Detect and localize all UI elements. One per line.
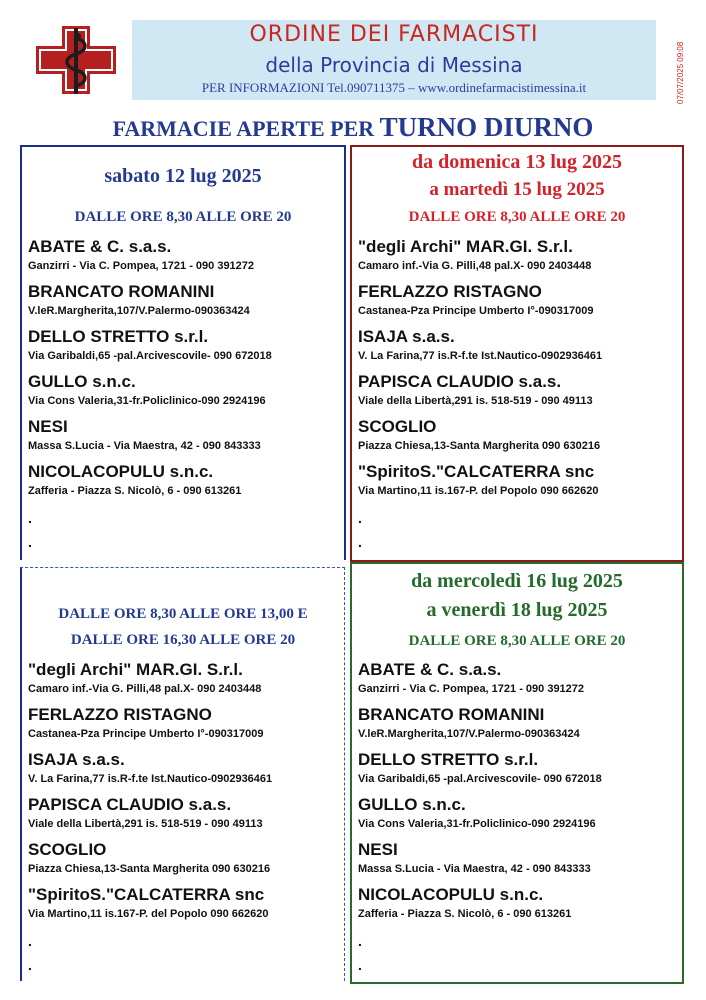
pharmacy-name: NICOLACOPULU s.n.c. (358, 885, 544, 904)
pharmacy-address: Via Cons Valeria,31-fr.Policlinico-090 2924196 (358, 818, 596, 830)
panel-hours: DALLE ORE 8,30 ALLE ORE 20 (408, 209, 626, 225)
pharmacy-list (28, 659, 340, 977)
panel-date-start: da mercoledì 16 lug 2025 (411, 570, 623, 592)
pharmacy-address: Via Garibaldi,65 -pal.Arcivescovile- 090 672018 (358, 773, 602, 785)
pharmacy-address: Camaro inf.-Via G. Pilli,48 pal.X- 090 2403448 (28, 683, 262, 695)
panel-wed-fri (350, 562, 684, 984)
pharmacy-name: NESI (358, 840, 398, 859)
panel-sun-tue (350, 145, 684, 562)
pharmacy-list (358, 659, 678, 977)
pharmacy-entry (28, 461, 340, 506)
pharmacy-address: V. La Farina,77 is.R-f.te Ist.Nautico-0902936461 (358, 350, 603, 362)
pharmacy-address: Viale della Libertà,291 is. 518-519 - 090 49113 (358, 395, 593, 407)
pharmacy-address: V.leR.Margherita,107/V.Palermo-090363424 (358, 728, 580, 740)
panel-hours: DALLE ORE 8,30 ALLE ORE 20 (408, 633, 626, 649)
empty-slot: . (28, 534, 32, 550)
panel-date: sabato 12 lug 2025 (104, 165, 262, 187)
pharmacy-name: "degli Archi" MAR.GI. S.r.l. (28, 660, 243, 679)
pharmacy-address: Ganzirri - Via C. Pompea, 1721 - 090 391272 (358, 683, 585, 695)
panel-hours-morning: DALLE ORE 8,30 ALLE ORE 13,00 E (58, 606, 308, 622)
pharmacy-entry (358, 749, 678, 794)
pharmacy-address: Camaro inf.-Via G. Pilli,48 pal.X- 090 2403448 (358, 260, 592, 272)
pharmacy-address: Via Cons Valeria,31-fr.Policlinico-090 2924196 (28, 395, 266, 407)
panel-date-end: a venerdì 18 lug 2025 (426, 599, 608, 621)
pharmacy-address: Massa S.Lucia - Via Maestra, 42 - 090 843333 (28, 440, 261, 452)
pharmacy-entry (358, 884, 678, 929)
empty-slot: . (358, 933, 362, 949)
pharmacy-name: "SpiritoS."CALCATERRA snc (28, 885, 265, 904)
page-title (20, 112, 686, 143)
pharmacy-address: Via Martino,11 is.167-P. del Popolo 090 662620 (28, 908, 269, 920)
pharmacy-entry (28, 704, 340, 749)
pharmacy-entry (358, 416, 678, 461)
panel-hours: DALLE ORE 8,30 ALLE ORE 20 (74, 209, 292, 225)
pharmacy-name: GULLO s.n.c. (28, 372, 136, 391)
empty-slot: . (28, 933, 32, 949)
empty-slot: . (28, 510, 32, 526)
pharmacy-name: DELLO STRETTO s.r.l. (28, 327, 209, 346)
panel-date-start: da domenica 13 lug 2025 (411, 151, 623, 173)
pharmacy-list (28, 236, 340, 554)
pharmacy-entry (28, 326, 340, 371)
pharmacy-address: V. La Farina,77 is.R-f.te Ist.Nautico-0902936461 (28, 773, 273, 785)
empty-slot: . (358, 510, 362, 526)
org-subtitle: della Provincia di Messina (265, 53, 523, 77)
contact-info: PER INFORMAZIONI Tel.090711375 – www.ordinefarmacistimessina.it (201, 80, 587, 95)
pharmacy-address: Via Garibaldi,65 -pal.Arcivescovile- 090 672018 (28, 350, 272, 362)
empty-slot: . (358, 957, 362, 973)
pharmacy-entry (358, 236, 678, 281)
pharmacy-name: NESI (28, 417, 68, 436)
pharmacy-address: Castanea-Pza Principe Umberto I°-090317009 (28, 728, 264, 740)
pharmacy-name: PAPISCA CLAUDIO s.a.s. (358, 372, 562, 391)
pharmacy-entry (28, 749, 340, 794)
pharmacy-address: Massa S.Lucia - Via Maestra, 42 - 090 843333 (358, 863, 591, 875)
pharmacy-name: FERLAZZO RISTAGNO (358, 282, 542, 301)
pharmacy-entry (28, 659, 340, 704)
pharmacy-entry (28, 371, 340, 416)
pharmacy-address: Viale della Libertà,291 is. 518-519 - 090 49113 (28, 818, 263, 830)
pharmacy-entry (358, 659, 678, 704)
pharmacy-address: Castanea-Pza Principe Umberto I°-090317009 (358, 305, 594, 317)
pharmacy-logo-icon (30, 22, 122, 98)
page-title-prefix: FARMACIE APERTE PER (112, 116, 380, 141)
page-title-emphasis: TURNO DIURNO (379, 112, 594, 142)
pharmacy-entry (358, 704, 678, 749)
pharmacy-list (358, 236, 678, 554)
pharmacy-address: Ganzirri - Via C. Pompea, 1721 - 090 391272 (28, 260, 255, 272)
pharmacy-address: V.leR.Margherita,107/V.Palermo-090363424 (28, 305, 250, 317)
panel-saturday (20, 145, 346, 560)
pharmacy-address: Zafferia - Piazza S. Nicolò, 6 - 090 613261 (28, 485, 242, 497)
panel-saturday-split-hours (20, 567, 345, 981)
pharmacy-name: ABATE & C. s.a.s. (28, 237, 172, 256)
pharmacy-name: PAPISCA CLAUDIO s.a.s. (28, 795, 232, 814)
pharmacy-name: "SpiritoS."CALCATERRA snc (358, 462, 595, 481)
print-timestamp: 07/07/2025 09:08 (676, 41, 685, 104)
empty-slot: . (358, 534, 362, 550)
pharmacy-name: DELLO STRETTO s.r.l. (358, 750, 539, 769)
pharmacy-entry (358, 326, 678, 371)
pharmacy-address: Zafferia - Piazza S. Nicolò, 6 - 090 613261 (358, 908, 572, 920)
pharmacy-name: NICOLACOPULU s.n.c. (28, 462, 214, 481)
pharmacy-entry (358, 461, 678, 506)
pharmacy-name: GULLO s.n.c. (358, 795, 466, 814)
pharmacy-entry (358, 281, 678, 326)
panel-hours-afternoon: DALLE ORE 16,30 ALLE ORE 20 (70, 632, 296, 648)
pharmacy-entry (28, 884, 340, 929)
pharmacy-name: "degli Archi" MAR.GI. S.r.l. (358, 237, 573, 256)
pharmacy-name: ISAJA s.a.s. (358, 327, 455, 346)
pharmacy-name: BRANCATO ROMANINI (28, 282, 215, 301)
pharmacy-name: SCOGLIO (28, 840, 107, 859)
pharmacy-entry (358, 371, 678, 416)
pharmacy-entry (28, 794, 340, 839)
pharmacy-entry (358, 839, 678, 884)
pharmacy-entry (358, 794, 678, 839)
pharmacy-name: FERLAZZO RISTAGNO (28, 705, 212, 724)
header (22, 20, 678, 102)
pharmacy-entry (28, 236, 340, 281)
pharmacy-address: Via Martino,11 is.167-P. del Popolo 090 662620 (358, 485, 599, 497)
panel-date-end: a martedì 15 lug 2025 (429, 179, 605, 200)
pharmacy-name: BRANCATO ROMANINI (358, 705, 545, 724)
pharmacy-name: SCOGLIO (358, 417, 437, 436)
org-title: ORDINE DEI FARMACISTI (249, 22, 539, 47)
pharmacy-entry (28, 281, 340, 326)
pharmacy-address: Piazza Chiesa,13-Santa Margherita 090 630216 (28, 863, 271, 875)
pharmacy-entry (28, 839, 340, 884)
pharmacy-entry (28, 416, 340, 461)
pharmacy-name: ABATE & C. s.a.s. (358, 660, 502, 679)
pharmacy-address: Piazza Chiesa,13-Santa Margherita 090 630216 (358, 440, 601, 452)
empty-slot: . (28, 957, 32, 973)
pharmacy-name: ISAJA s.a.s. (28, 750, 125, 769)
